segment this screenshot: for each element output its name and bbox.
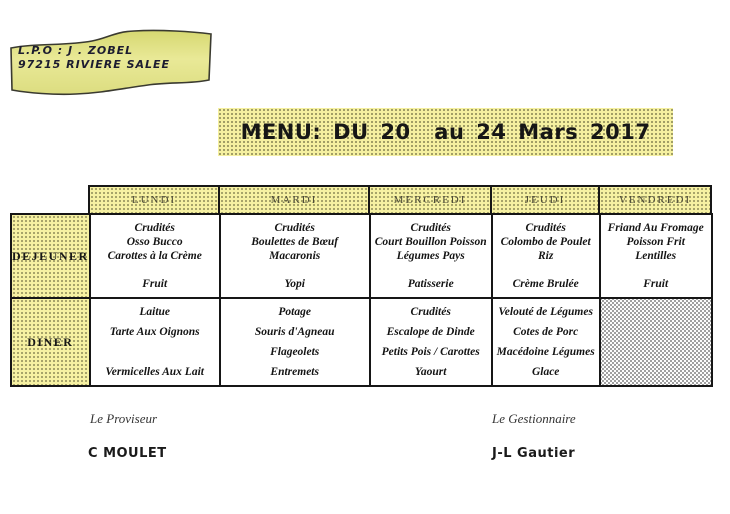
manager-title: Le Gestionnaire (492, 411, 576, 426)
dinner-row (11, 298, 712, 386)
dinner-jeudi: Velouté de Légumes Cotes de Porc Macédoine Légumes Glace (492, 298, 600, 386)
row-label-dejeuner: DEJEUNER (11, 214, 90, 298)
school-ribbon (8, 28, 214, 100)
lunch-row (11, 214, 712, 298)
manager-name: J-L Gautier (492, 446, 576, 461)
lunch-jeudi: Crudités Colombo de Poulet Riz Crème Brulée (492, 214, 600, 298)
day-header-vendredi: VENDREDI (599, 186, 711, 214)
lunch-mardi: Crudités Boulettes de Bœuf Macaronis Yopi (220, 214, 370, 298)
principal-title: Le Proviseur (90, 411, 158, 426)
dinner-mardi: Potage Souris d'Agneau Flageolets Entremets (220, 298, 370, 386)
day-header-mardi: MARDI (219, 186, 369, 214)
school-city: 97215 RIVIERE SALEE (18, 58, 171, 71)
school-address (18, 44, 170, 72)
dinner-mercredi: Crudités Escalope de Dinde Petits Pois / Carottes Yaourt (370, 298, 492, 386)
menu-table (10, 213, 713, 387)
title-banner (218, 108, 673, 156)
day-header-lundi: LUNDI (89, 186, 219, 214)
day-header-row (88, 185, 712, 215)
dinner-lundi: Laitue Tarte Aux Oignons Vermicelles Aux Lait (90, 298, 220, 386)
day-header-jeudi: JEUDI (491, 186, 599, 214)
lunch-vendredi: Friand Au Fromage Poisson Frit Lentilles Fruit (600, 214, 712, 298)
lunch-lundi: Crudités Osso Bucco Carottes à la Crème Fruit (90, 214, 220, 298)
dinner-vendredi-empty (600, 298, 712, 386)
page-title: MENU: DU 20 au 24 Mars 2017 (240, 120, 651, 144)
principal-name: C MOULET (88, 446, 167, 461)
lunch-mercredi: Crudités Court Bouillon Poisson Légumes Pays Patisserie (370, 214, 492, 298)
day-header-mercredi: MERCREDI (369, 186, 491, 214)
school-name: L.P.O : J . ZOBEL (18, 44, 134, 57)
row-label-diner: DINER (11, 298, 90, 386)
